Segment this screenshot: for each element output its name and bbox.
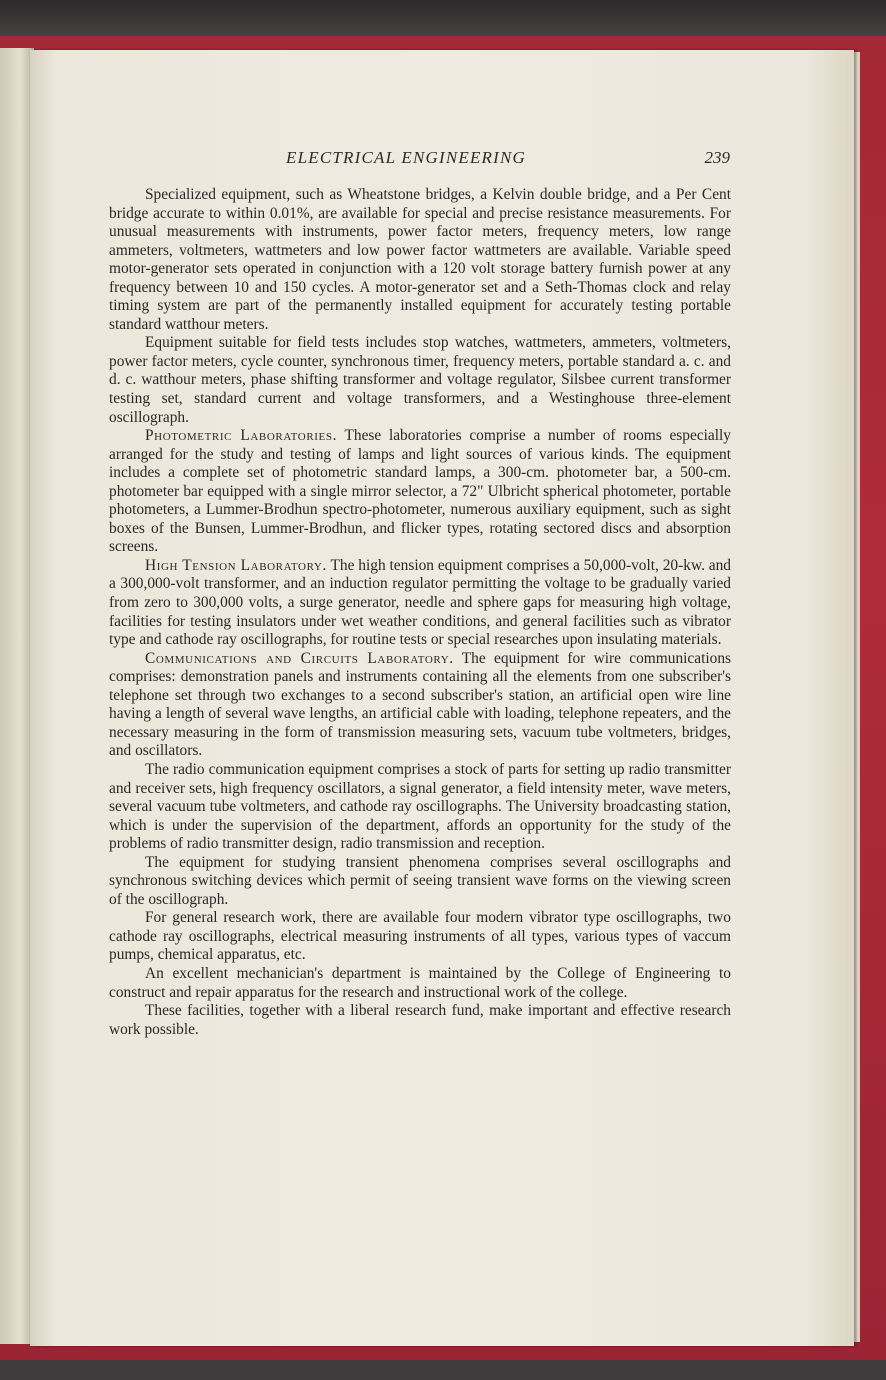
paragraph-mechanician-department	[109, 965, 731, 1002]
paragraph-text: Equipment suitable for field tests includes stop watches, wattmeters, ammeters, voltmeters, power factor meters, cycle counter, synchronous timer, frequency meters, portable standard a. c. and d. c. watthour meters, phase shifting transformer and voltage regulator, Silsbee current transformer testing set, standard current and voltage transformers, and a Westinghouse three-element oscillograph.	[109, 334, 731, 426]
paragraph-transient-phenomena	[109, 854, 731, 910]
running-title: ELECTRICAL ENGINEERING	[286, 148, 527, 167]
paragraph-text: These laboratories comprise a number of rooms especially arranged for the study and testing of lamps and light sources of various kinds. The equipment includes a complete set of photometric standard lamps, a 300-cm. photometer bar, a 500-cm. photometer bar equipped with a single mirror selector, a 72" Ulbricht spherical photometer, portable photometers, a Lummer-Brodhun spectro-photometer, numerous auxiliary equipment, such as sight boxes of the Bunsen, Lummer-Brodhun, and flicker types, rotating sectored discs and absorption screens.	[109, 427, 732, 556]
page-number: 239	[704, 148, 730, 167]
paragraph-radio-communication	[109, 761, 731, 854]
paragraph-text: Specialized equipment, such as Wheatstone bridges, a Kelvin double bridge, and a Per Cent bridge accurate to within 0.01%, are available for special and precise resistance measurements. For unusual measurements with instruments, power factor meters, frequency meters, low range ammeters, voltmeters, wattmeters and low power factor wattmeters are available. Variable speed motor-generator sets operated in conjunction with a 120 volt storage battery furnish power at any frequency between 10 and 150 cycles. A motor-generator set and a Seth-Thomas clock and relay timing system are part of the permanently installed equipment for accurately testing portable standard watthour meters.	[109, 186, 731, 333]
section-heading-high-tension: High Tension Laboratory.	[145, 556, 327, 574]
paragraph-research-fund	[109, 1002, 731, 1039]
facing-page-edge	[0, 48, 34, 1344]
paragraph-text: The high tension equipment comprises a 50,000-volt, 20-kw. and a 300,000-volt transformer, and an induction regulator permitting the voltage to be gradually varied from zero to 300,000 volts, a surge generator, needle and sphere gaps for measuring high voltage, facilities for testing insulators under wet weather conditions, and general facilities such as vibrator type and cathode ray oscillographs, for routine tests or special researches upon insulating materials.	[109, 556, 731, 649]
paragraph-general-research	[109, 909, 731, 965]
paragraph-text: These facilities, together with a liberal research fund, make important and effective research work possible.	[109, 1002, 731, 1038]
paragraph-communications-laboratory	[109, 650, 731, 761]
paragraph-text: An excellent mechanician's department is maintained by the College of Engineering to construct and repair apparatus for the research and instructional work of the college.	[109, 964, 731, 1001]
paragraph-photometric-laboratories	[109, 427, 731, 557]
body-text	[109, 186, 731, 1039]
bottom-background-bar	[0, 1360, 886, 1380]
paragraph-text: The equipment for wire communications comprises: demonstration panels and instruments containing all the elements from one subscriber's telephone set through two exchanges to a second subscriber's station, an artificial open wire line having a length of several wave lengths, an artificial cable with loading, telephone repeaters, and the necessary measuring in the form of transmission measuring sets, vacuum tube voltmeters, bridges, and oscillators.	[109, 649, 732, 760]
paragraph-field-tests	[109, 334, 731, 427]
section-heading-communications: Communications and Circuits Laboratory.	[145, 649, 454, 667]
section-heading-photometric: Photometric Laboratories.	[145, 427, 338, 445]
running-header	[110, 146, 730, 170]
paragraph-text: The radio communication equipment comprises a stock of parts for setting up radio transmitter and receiver sets, high frequency oscillators, a signal generator, a field intensity meter, wave meters, several vacuum tube voltmeters, and cathode ray oscillographs. The University broadcasting station, which is under the supervision of the department, affords an opportunity for the study of the problems of radio transmitter design, radio transmission and reception.	[109, 760, 731, 853]
paragraph-high-tension-laboratory	[109, 557, 731, 650]
top-background-bar	[0, 0, 886, 36]
paragraph-text: For general research work, there are available four modern vibrator type oscillographs, two cathode ray oscillographs, electrical measuring instruments of all types, various types of vaccum pumps, chemical apparatus, etc.	[109, 909, 731, 964]
paragraph-text: The equipment for studying transient phenomena comprises several oscillographs and synchronous switching devices which permit of seeing transient wave forms on the viewing screen of the oscillograph.	[109, 853, 731, 908]
paragraph-specialized-equipment	[109, 186, 731, 334]
